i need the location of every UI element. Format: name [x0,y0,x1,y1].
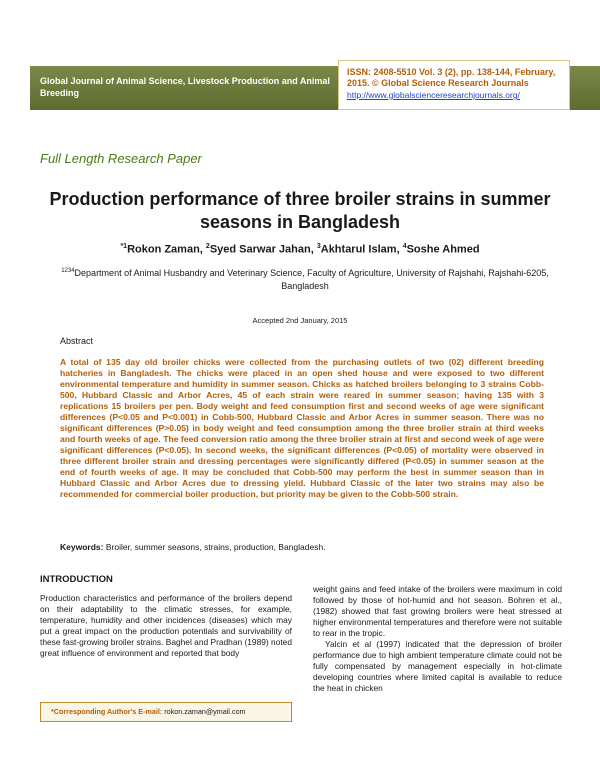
issn-line: ISSN: 2408-5510 Vol. 3 (2), pp. 138-144, February, 2015. © Global Science Research Journals [347,67,556,88]
introduction-heading: INTRODUCTION [40,574,113,585]
abstract-heading: Abstract [60,336,94,346]
paper-title: Production performance of three broiler strains in summer seasons in Bangladesh [49,189,551,232]
corresponding-author-line [51,707,245,716]
author-sup: 3 [316,243,321,250]
affiliation-text: Department of Animal Husbandry and Veterinary Science, Faculty of Agriculture, University of Rajshahi, Rajshahi-6205, Bangladesh [74,268,549,291]
keywords [60,542,326,552]
affiliation [50,265,560,293]
intro-left-column: Production characteristics and performance of the broilers depend on their adaptability to the climatic stresses, for example, temperature, humidity and other incidences (diseases) which may put a great impact on the production potentials and survivability of these fast-growing broiler strains. Baghel and Pradhan (1989) noted great influence of environment and reported that body [40,593,292,658]
journal-name: Global Journal of Animal Science, Livestock Production and Animal Breeding [40,76,330,98]
corresponding-author-label: *Corresponding Author's E-mail: [51,707,163,716]
corresponding-author-email[interactable]: rokon.zaman@ymail.com [164,707,246,716]
abstract-body: A total of 135 day old broiler chicks were collected from the purchasing outlets of two (02) different breeding hatcheries in Bangladesh. The chicks were placed in an open shed house and were exposed to two different environmental temperature and humidity in summer season. Chicks as hatched broilers belonging to 3 strains Cobb-500, Hubbard Classic and Arbor Acres, 45 of each strain were reared in summer season; having 135 with 3 replications 15 broilers per pen. Body weight and feed consumption first and second weeks of age were significant differences (P<0.05 and P<0.001) in Cobb-500, Hubbard Classic and Arbor Acres in summer season. There was no significant differences (P>0.05) in body weight and feed consumption among the three broiler strain at third weeks and fourth weeks of age. The feed conversion ratio among the three broiler strain at first and second week of age were significant differences (P<0.05). In second weeks, the significant differences (P<0.05) of mortality were observed in three different broiler strain and dressing percentages were significantly differed (P<0.05) in summer season at the end of fourth weeks of age. It may be concluded that Cobb-500 may perform the best in summer season than in Hubbard Classic and Arbor Acres due to dressing yield. Hubbard Classic of the later two strains may also be recommended for commercial boiler production, but priority may be given to the Cobb-500 strain. [60,357,544,499]
journal-url-link[interactable]: http://www.globalscienceresearchjournals.org/ [347,90,520,100]
corresponding-author-box [40,702,292,722]
paper-type: Full Length Research Paper [40,151,202,166]
intro-paragraph: Yalcin et al (1997) indicated that the depression of broiler performance due to high ambient temperature climate could not be fully compensated by management especially in hot-climate developing countries where limited capital is available to reduce the heat in chicken [313,639,562,693]
keywords-label: Keywords: [60,542,104,552]
author-list: $^{*1}$Rokon Zaman, $^2$Syed Sarwar Jahan, $^3$Akhtarul Islam, $^4$Soshe Ahmed [120,243,480,256]
affiliation-sup: 1234 [61,268,75,274]
author-name: Rokon Zaman [127,243,200,256]
author-name: Soshe Ahmed [406,243,480,256]
accepted-date: Accepted 2nd January, 2015 [252,316,348,325]
author-sup: 2 [205,243,210,250]
author-sup: *1 [120,243,128,250]
keywords-text: Broiler, summer seasons, strains, production, Bangladesh. [105,542,326,552]
author-sup: 4 [402,243,407,250]
intro-right-column [313,584,562,694]
issn-box [338,60,570,110]
author-name: Akhtarul Islam [320,243,397,256]
intro-paragraph: weight gains and feed intake of the broilers were maximum in cold followed by those of hot-humid and hot season. Bohren et al., (1982) showed that fast growing broilers were heat stressed at higher environmental temperatures and therefore were not suitable to rear in the tropic. [313,584,562,638]
author-name: Syed Sarwar Jahan [209,243,311,256]
